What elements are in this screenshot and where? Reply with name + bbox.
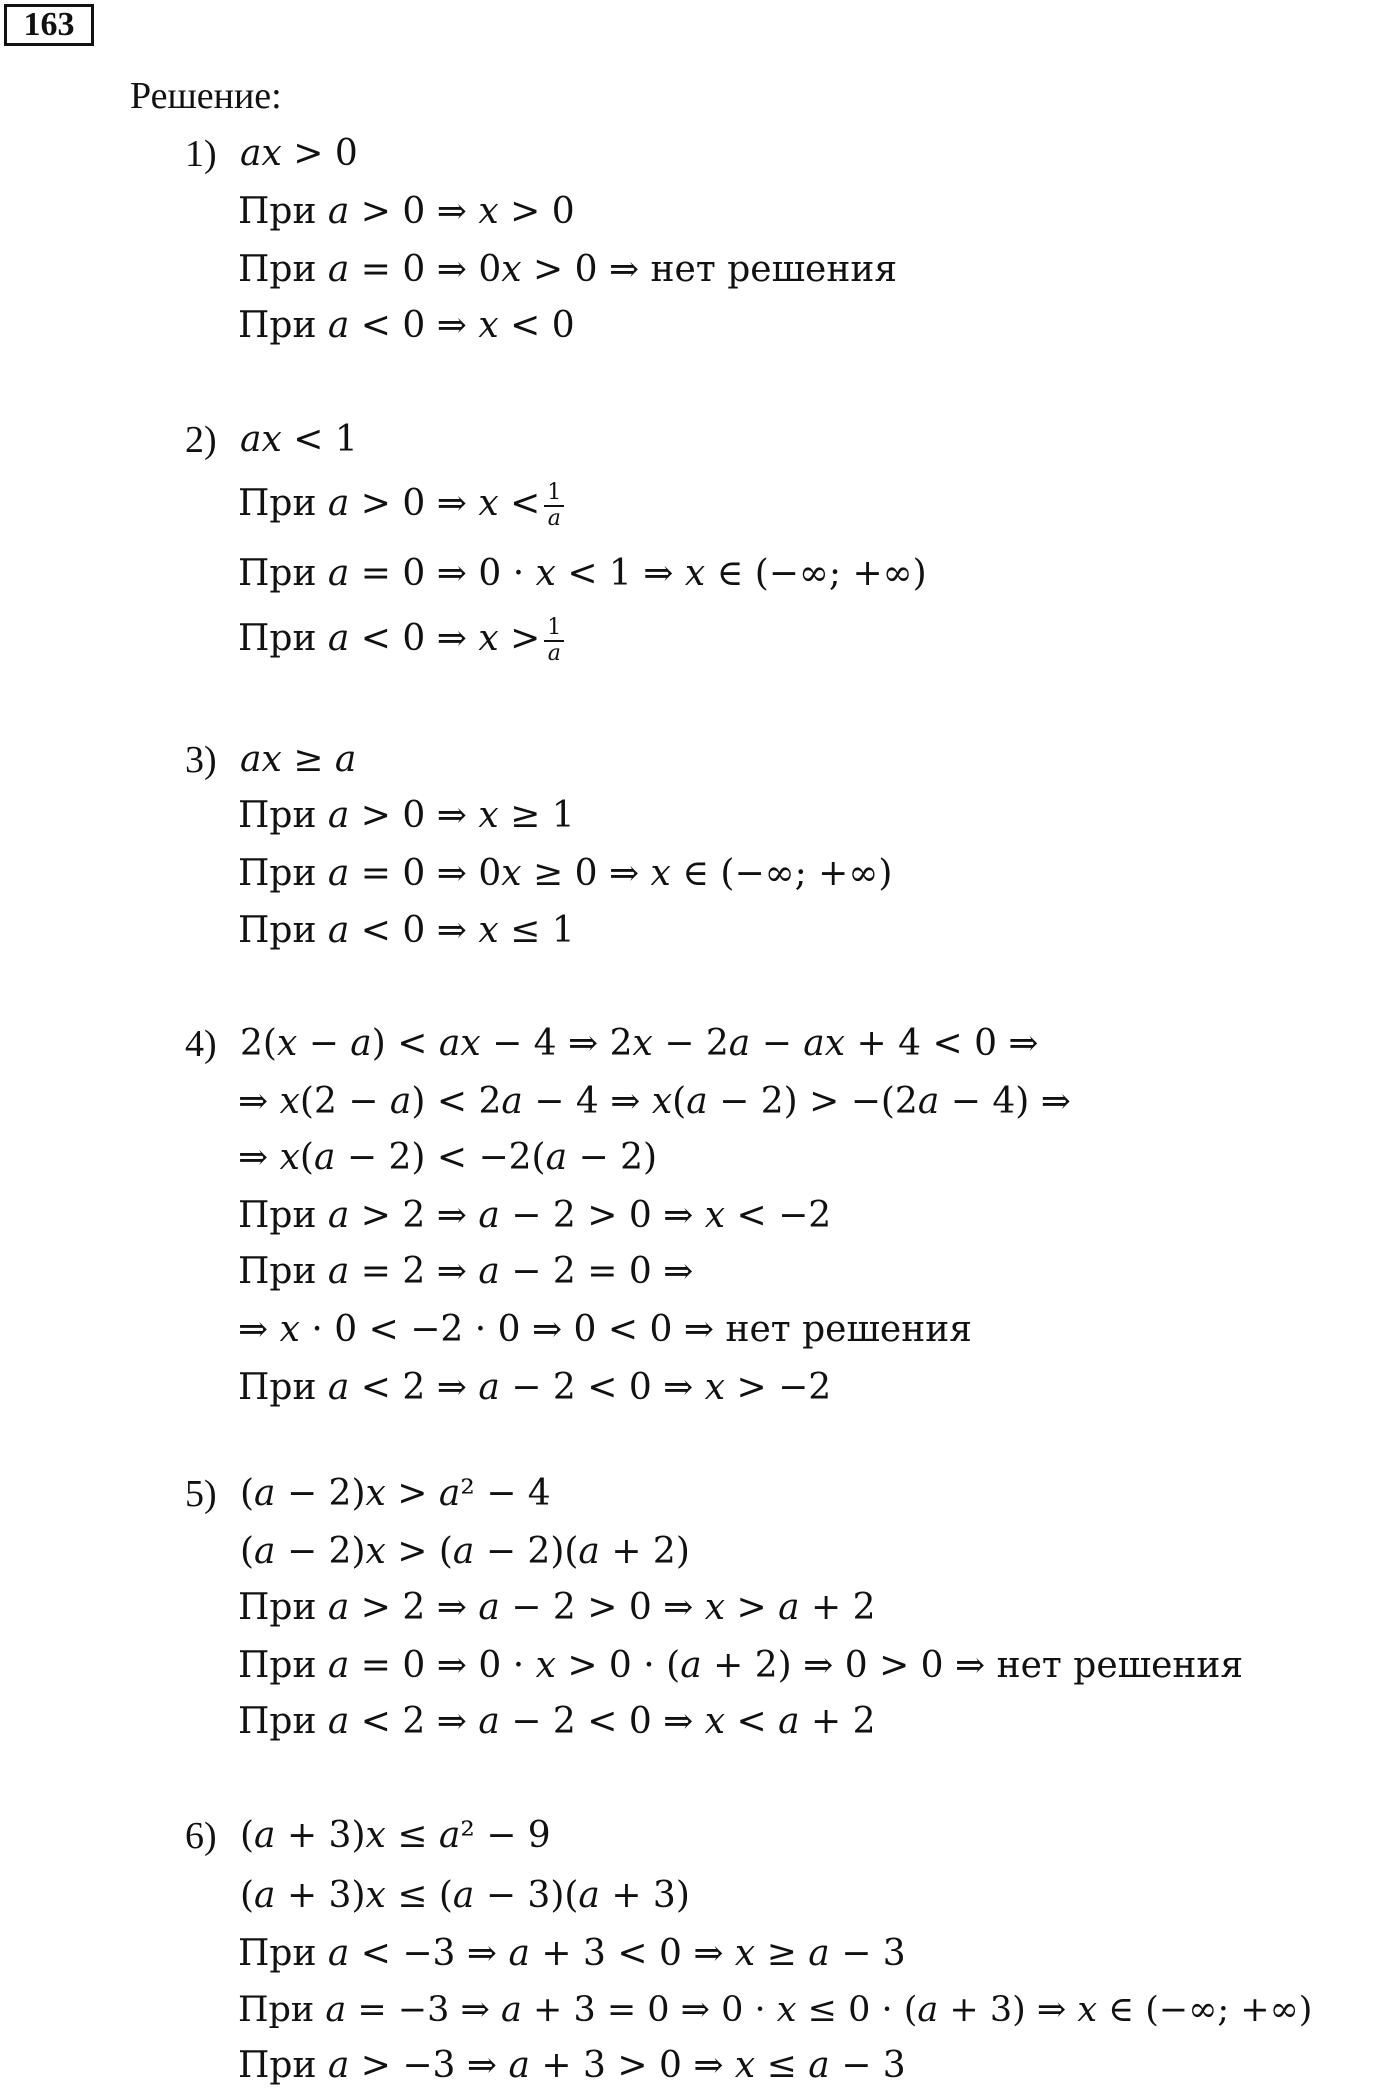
item-1-case-2: При 𝑎 = 0 ⇒ 0𝑥 > 0 ⇒ нет решения <box>238 249 898 290</box>
fraction-denominator: 𝑎 <box>547 506 561 531</box>
item-5-case-1: При 𝑎 > 2 ⇒ 𝑎 − 2 > 0 ⇒ 𝑥 > 𝑎 + 2 <box>238 1587 876 1628</box>
item-4-case-2: При 𝑎 = 2 ⇒ 𝑎 − 2 = 0 ⇒ <box>238 1251 694 1292</box>
item-4-step-2: ⇒ 𝑥(2 − 𝑎) < 2𝑎 − 4 ⇒ 𝑥(𝑎 − 2) > −(2𝑎 − 4) ⇒ <box>238 1081 1071 1122</box>
item-6-number: 6) <box>185 1815 217 1857</box>
item-1-number: 1) <box>185 133 217 175</box>
fraction-one-over-a <box>544 616 564 666</box>
item-2-statement: 𝑎𝑥 < 1 <box>240 419 358 460</box>
item-3-number: 3) <box>185 739 217 781</box>
item-1-case-1: При 𝑎 > 0 ⇒ 𝑥 > 0 <box>238 191 575 232</box>
item-3-statement: 𝑎𝑥 ≥ 𝑎 <box>240 739 357 780</box>
item-1-case-3: При 𝑎 < 0 ⇒ 𝑥 < 0 <box>238 305 575 346</box>
problem-number: 163 <box>4 4 94 46</box>
item-2-case-1-text: При 𝑎 > 0 ⇒ 𝑥 < <box>238 483 541 524</box>
item-5-number: 5) <box>185 1473 217 1515</box>
item-4-case-3: При 𝑎 < 2 ⇒ 𝑎 − 2 < 0 ⇒ 𝑥 > −2 <box>238 1367 832 1408</box>
item-4-case-1: При 𝑎 > 2 ⇒ 𝑎 − 2 > 0 ⇒ 𝑥 < −2 <box>238 1195 832 1236</box>
item-6-case-3: При 𝑎 > −3 ⇒ 𝑎 + 3 > 0 ⇒ 𝑥 ≤ 𝑎 − 3 <box>238 2045 906 2086</box>
item-4-case-2-cont: ⇒ 𝑥 · 0 < −2 · 0 ⇒ 0 < 0 ⇒ нет решения <box>238 1309 972 1350</box>
item-5-case-2: При 𝑎 = 0 ⇒ 0 · 𝑥 > 0 · (𝑎 + 2) ⇒ 0 > 0 ⇒ нет решения <box>238 1645 1244 1686</box>
item-2-number: 2) <box>185 419 217 461</box>
fraction-numerator: 1 <box>544 481 564 507</box>
item-6-case-2: При 𝑎 = −3 ⇒ 𝑎 + 3 = 0 ⇒ 0 · 𝑥 ≤ 0 · (𝑎 + 3) ⇒ 𝑥 ∈ (−∞; +∞) <box>238 1990 1313 2030</box>
item-3-case-1: При 𝑎 > 0 ⇒ 𝑥 ≥ 1 <box>238 795 575 836</box>
item-5-statement: (𝑎 − 2)𝑥 > 𝑎² − 4 <box>240 1473 551 1514</box>
item-6-step-2: (𝑎 + 3)𝑥 ≤ (𝑎 − 3)(𝑎 + 3) <box>240 1875 690 1916</box>
item-2-case-3 <box>238 615 564 666</box>
item-4-step-3: ⇒ 𝑥(𝑎 − 2) < −2(𝑎 − 2) <box>238 1137 658 1178</box>
item-2-case-1 <box>238 480 564 531</box>
fraction-one-over-a <box>544 481 564 531</box>
fraction-numerator: 1 <box>544 616 564 642</box>
item-4-number: 4) <box>185 1023 217 1065</box>
item-2-case-2: При 𝑎 = 0 ⇒ 0 · 𝑥 < 1 ⇒ 𝑥 ∈ (−∞; +∞) <box>238 553 927 594</box>
item-5-step-2: (𝑎 − 2)𝑥 > (𝑎 − 2)(𝑎 + 2) <box>240 1531 690 1572</box>
item-6-statement: (𝑎 + 3)𝑥 ≤ 𝑎² − 9 <box>240 1815 551 1856</box>
solution-label: Решение: <box>130 75 282 117</box>
item-2-case-3-text: При 𝑎 < 0 ⇒ 𝑥 > <box>238 618 541 659</box>
item-3-case-3: При 𝑎 < 0 ⇒ 𝑥 ≤ 1 <box>238 910 575 951</box>
item-5-case-3: При 𝑎 < 2 ⇒ 𝑎 − 2 < 0 ⇒ 𝑥 < 𝑎 + 2 <box>238 1701 876 1742</box>
item-4-statement: 2(𝑥 − 𝑎) < 𝑎𝑥 − 4 ⇒ 2𝑥 − 2𝑎 − 𝑎𝑥 + 4 < 0 ⇒ <box>240 1023 1039 1064</box>
fraction-denominator: 𝑎 <box>547 641 561 666</box>
item-6-case-1: При 𝑎 < −3 ⇒ 𝑎 + 3 < 0 ⇒ 𝑥 ≥ 𝑎 − 3 <box>238 1933 906 1974</box>
item-1-statement: 𝑎𝑥 > 0 <box>240 133 358 174</box>
item-3-case-2: При 𝑎 = 0 ⇒ 0𝑥 ≥ 0 ⇒ 𝑥 ∈ (−∞; +∞) <box>238 853 893 894</box>
